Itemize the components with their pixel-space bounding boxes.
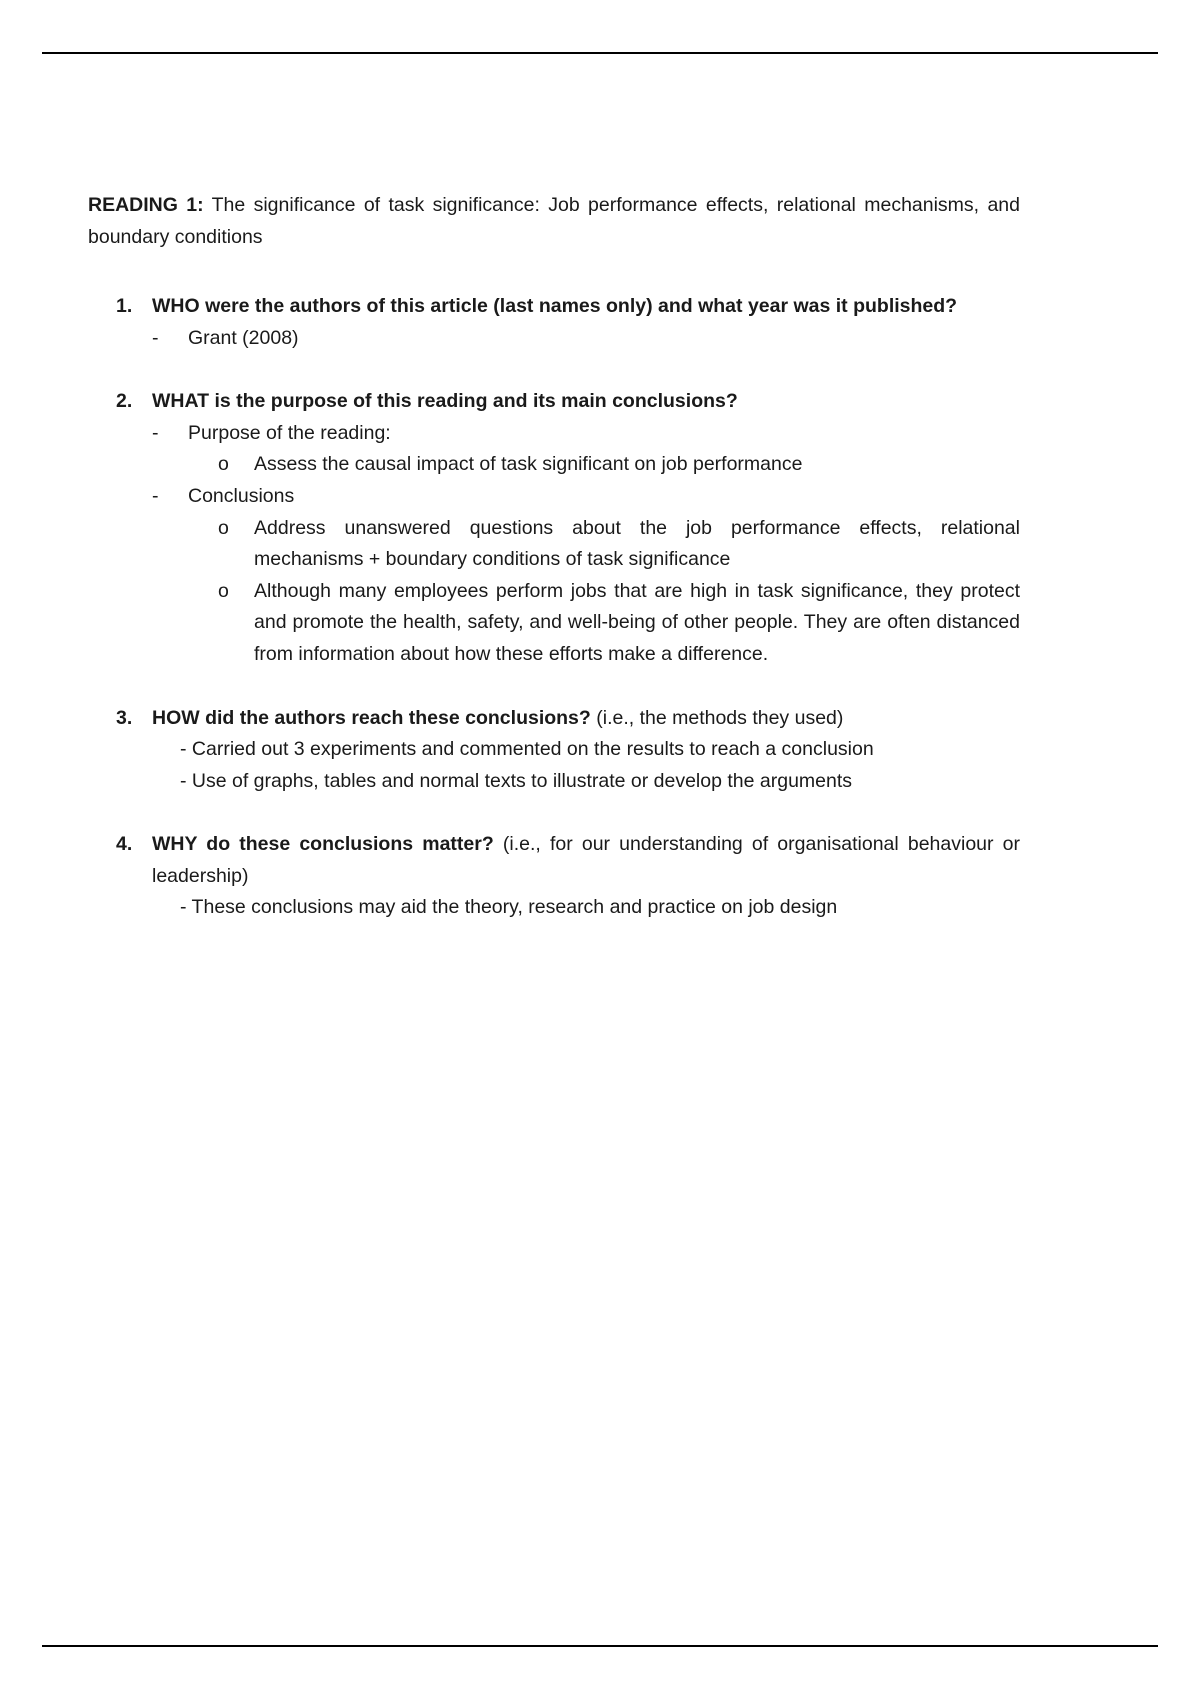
answer-line: - These conclusions may aid the theory, research and practice on job design — [180, 896, 838, 919]
sub-answer-item — [152, 576, 1020, 671]
answer-text: Purpose of the reading: — [188, 421, 391, 444]
question-prompt-4 — [152, 829, 1020, 892]
sub-answer-list — [152, 449, 1020, 481]
reading-label: READING 1: — [88, 194, 204, 216]
question-prompt-bold-2: WHAT is the purpose of this reading and its main conclusions? — [152, 390, 738, 413]
dash-marker: - — [152, 421, 159, 444]
answer-text: Grant (2008) — [188, 326, 299, 349]
answer-item — [152, 418, 1020, 450]
question-number-1: 1. — [116, 295, 133, 318]
question-prompt-1 — [152, 291, 1020, 323]
header-divider — [42, 52, 1158, 54]
sub-answer-item — [152, 513, 1020, 576]
sub-answer-text: Although many employees perform jobs that are high in task significance, they protect and promote the health, safety, and well-being of other people. They are often distanced from information about how these efforts make a difference. — [254, 579, 1020, 665]
question-number-2: 2. — [116, 390, 133, 413]
question-prompt-bold-4: WHY do these conclusions matter? — [152, 833, 494, 856]
answer-line: - Carried out 3 experiments and commented on the results to reach a conclusion — [180, 738, 874, 761]
question-number-3: 3. — [116, 706, 133, 729]
question-prompt-3 — [152, 703, 1020, 735]
question-prompt-normal-4: (i.e., for our understanding of organisational behaviour or leadership) — [152, 833, 1020, 887]
answer-list-1 — [152, 323, 1020, 355]
reading-title: The significance of task significance: Job performance effects, relational mechanisms, and boundary conditions — [88, 194, 1020, 248]
question-item-1 — [88, 291, 1020, 354]
page-title — [88, 190, 1020, 253]
question-list — [88, 291, 1020, 924]
answer-item — [152, 323, 1020, 355]
sub-answer-list — [152, 513, 1020, 671]
sub-answer-text: Address unanswered questions about the job performance effects, relational mechanisms + boundary conditions of task significance — [254, 516, 1020, 571]
dash-marker: - — [152, 485, 159, 508]
answer-list-2 — [152, 418, 1020, 671]
document-content — [88, 190, 1020, 924]
question-item-2 — [88, 386, 1020, 670]
question-item-4 — [88, 829, 1020, 924]
question-number-4: 4. — [116, 833, 133, 856]
o-marker: o — [218, 516, 229, 539]
question-prompt-bold-1: WHO were the authors of this article (last names only) and what year was it published? — [152, 295, 958, 318]
question-item-3 — [88, 703, 1020, 798]
question-prompt-bold-3: HOW did the authors reach these conclusions? — [152, 706, 591, 729]
answer-text: Conclusions — [188, 485, 295, 508]
question-prompt-normal-3: (i.e., the methods they used) — [590, 706, 844, 729]
sub-answer-item — [152, 449, 1020, 481]
footer-divider — [42, 1645, 1158, 1647]
answer-item — [152, 481, 1020, 513]
sub-answer-text: Assess the causal impact of task significant on job performance — [254, 453, 803, 476]
o-marker: o — [218, 579, 229, 602]
answer-line: - Use of graphs, tables and normal texts to illustrate or develop the arguments — [180, 769, 853, 792]
question-prompt-2 — [152, 386, 1020, 418]
dash-marker: - — [152, 326, 159, 349]
o-marker: o — [218, 453, 229, 476]
